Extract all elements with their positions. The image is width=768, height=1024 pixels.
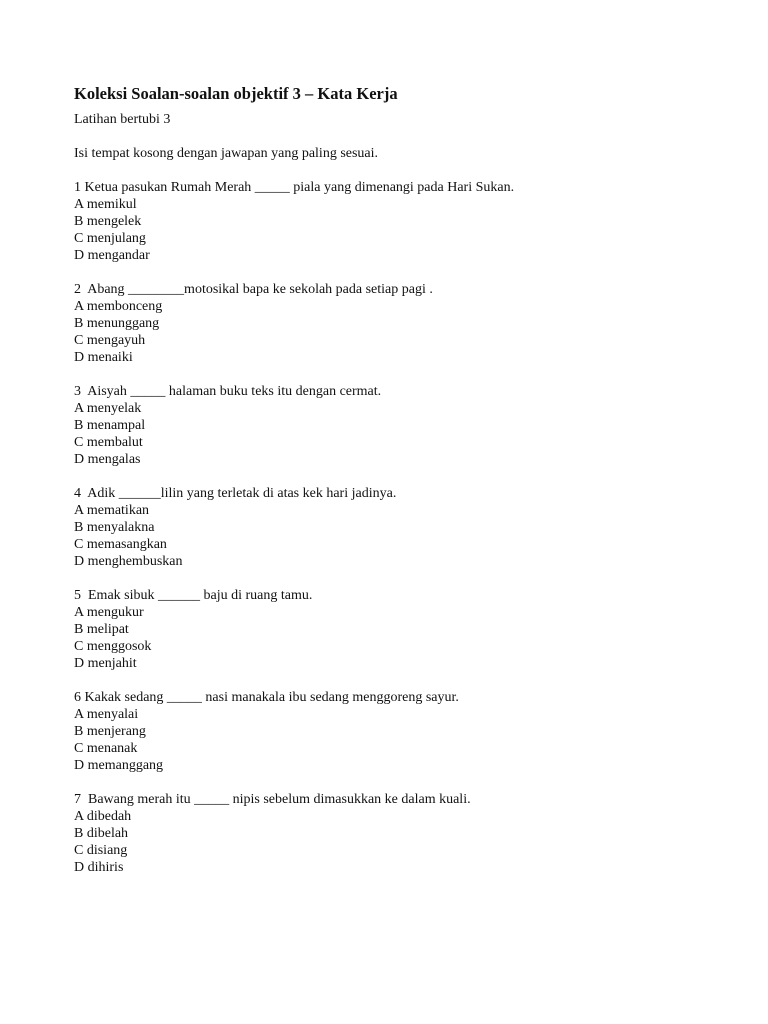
- question-5: [74, 587, 714, 672]
- option-c: C menggosok: [74, 639, 152, 654]
- option-a: A mengukur: [74, 605, 144, 620]
- question-text: 7 Bawang merah itu _____ nipis sebelum dimasukkan ke dalam kuali.: [74, 792, 471, 807]
- question-text: 6 Kakak sedang _____ nasi manakala ibu sedang menggoreng sayur.: [74, 690, 459, 705]
- option-a: A membonceng: [74, 299, 163, 314]
- option-a: A mematikan: [74, 503, 150, 518]
- option-d: D menghembuskan: [74, 554, 183, 569]
- option-c: C menanak: [74, 741, 138, 756]
- question-text: 5 Emak sibuk ______ baju di ruang tamu.: [74, 588, 313, 603]
- option-b: B menyalakna: [74, 520, 155, 535]
- question-text: 3 Aisyah _____ halaman buku teks itu dengan cermat.: [74, 384, 382, 399]
- option-d: D mengalas: [74, 452, 141, 467]
- option-a: A menyelak: [74, 401, 142, 416]
- option-a: A memikul: [74, 197, 137, 212]
- option-b: B melipat: [74, 622, 129, 637]
- question-text: 2 Abang ________motosikal bapa ke sekolah pada setiap pagi .: [74, 282, 433, 297]
- option-d: D menaiki: [74, 350, 133, 365]
- option-d: D menjahit: [74, 656, 137, 671]
- option-c: C disiang: [74, 843, 128, 858]
- question-3: [74, 383, 714, 468]
- option-c: C memasangkan: [74, 537, 167, 552]
- question-4: [74, 485, 714, 570]
- question-6: [74, 689, 714, 774]
- option-b: B mengelek: [74, 214, 142, 229]
- option-a: A dibedah: [74, 809, 132, 824]
- question-1: [74, 179, 714, 264]
- option-d: D dihiris: [74, 860, 124, 875]
- option-b: B dibelah: [74, 826, 129, 841]
- option-c: C membalut: [74, 435, 143, 450]
- option-c: C mengayuh: [74, 333, 146, 348]
- option-c: C menjulang: [74, 231, 146, 246]
- option-b: B menampal: [74, 418, 146, 433]
- option-d: D mengandar: [74, 248, 150, 263]
- question-text: 1 Ketua pasukan Rumah Merah _____ piala yang dimenangi pada Hari Sukan.: [74, 180, 515, 195]
- question-2: [74, 281, 714, 366]
- option-a: A menyalai: [74, 707, 139, 722]
- question-text: 4 Adik ______lilin yang terletak di atas kek hari jadinya.: [74, 486, 397, 501]
- document-subtitle: Latihan bertubi 3: [74, 112, 171, 127]
- option-b: B menjerang: [74, 724, 146, 739]
- document-page: [74, 84, 714, 893]
- document-title: Koleksi Soalan-soalan objektif 3 – Kata Kerja: [74, 84, 398, 103]
- option-d: D memanggang: [74, 758, 164, 773]
- instruction-text: Isi tempat kosong dengan jawapan yang paling sesuai.: [74, 146, 379, 161]
- question-7: [74, 791, 714, 876]
- option-b: B menunggang: [74, 316, 160, 331]
